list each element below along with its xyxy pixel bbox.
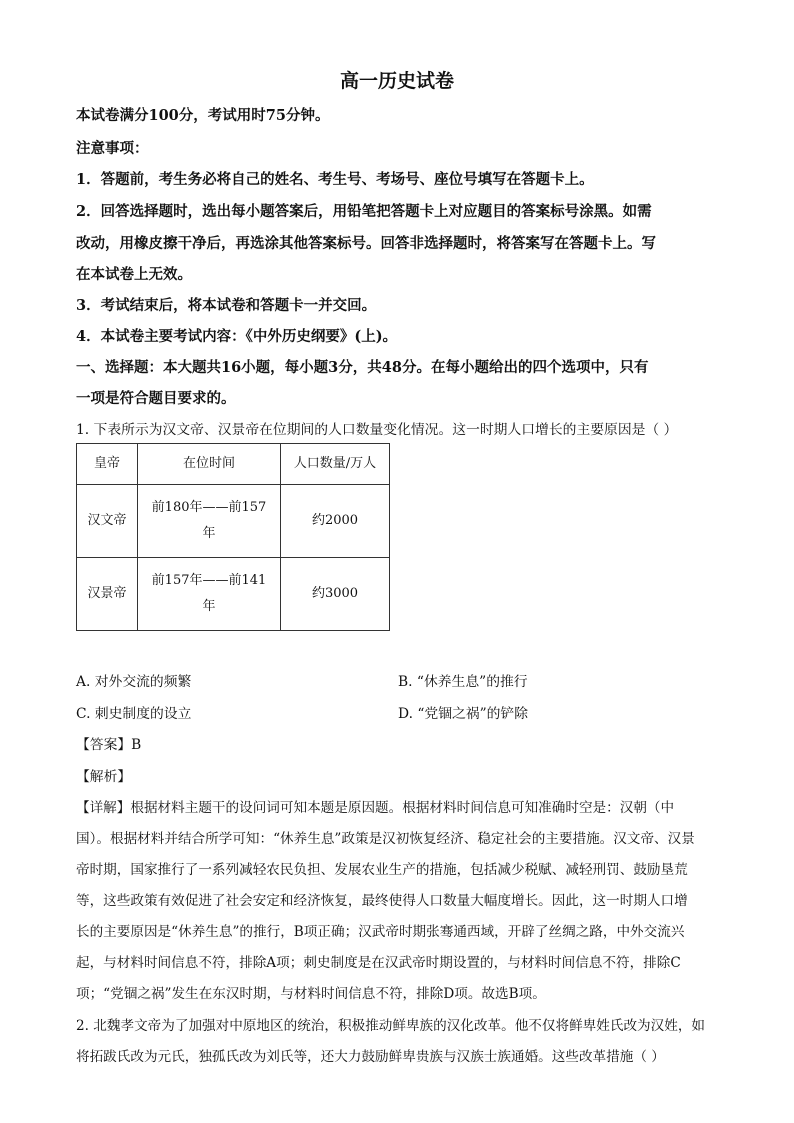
question-1-stem: 1. 下表所示为汉文帝、汉景帝在位期间的人口数量变化情况。这一时期人口增长的主要原因是（ ） — [76, 422, 678, 438]
analysis-line: 长的主要原因是“休养生息”的推行，B项正确；汉武帝时期张骞通西域，开辟了丝绸之路，中外交流兴 — [76, 924, 685, 940]
section-heading: 一项是符合题目要求的。 — [76, 390, 236, 407]
analysis-line: 国）。根据材料并结合所学可知：“休养生息”政策是汉初恢复经济、稳定社会的主要措施。汉文帝、汉景 — [76, 831, 695, 847]
page-title: 高一历史试卷 — [339, 70, 454, 92]
notice-line: 4．本试卷主要考试内容：《中外历史纲要》(上)。 — [76, 328, 398, 345]
table-row — [77, 558, 390, 631]
emperor-cell: 汉文帝 — [77, 485, 138, 558]
notice-heading: 注意事项： — [76, 140, 149, 157]
reign-line: 年 — [202, 526, 216, 541]
option-c: C. 刺史制度的设立 — [76, 706, 192, 722]
analysis-label: 【解析】 — [76, 769, 132, 785]
option-a: A. 对外交流的频繁 — [76, 674, 192, 690]
question-2-stem: 将拓跋氏改为元氏，独孤氏改为刘氏等，还大力鼓励鲜卑贵族与汉族士族通婚。这些改革措施（ ） — [76, 1049, 665, 1065]
table-row — [77, 485, 390, 558]
section-heading: 一、选择题：本大题共16小题，每小题3分，共48分。在每小题给出的四个选项中，只有 — [76, 359, 649, 376]
notice-line: 在本试卷上无效。 — [76, 266, 192, 283]
option-b: B. “休养生息”的推行 — [398, 674, 528, 690]
population-cell: 约2000 — [281, 485, 390, 558]
table-header-cell: 人口数量/万人 — [281, 444, 390, 485]
notice-line: 1．答题前，考生务必将自己的姓名、考生号、考场号、座位号填写在答题卡上。 — [76, 171, 594, 188]
reign-line: 年 — [202, 599, 216, 614]
analysis-line: 起，与材料时间信息不符，排除A项；刺史制度是在汉武帝时期设置的，与材料时间信息不符，排除C — [76, 955, 681, 971]
analysis-line: 等，这些政策有效促进了社会安定和经济恢复，最终使得人口数量大幅度增长。因此，这一时期人口增 — [76, 893, 688, 909]
answer-label: 【答案】B — [76, 737, 142, 753]
table-header-cell: 皇帝 — [77, 444, 138, 485]
analysis-line: 【详解】根据材料主题干的设问词可知本题是原因题。根据材料时间信息可知准确时空是：汉朝（中 — [76, 800, 675, 816]
reign-line: 前157年——前141 — [151, 573, 267, 588]
reign-line: 前180年——前157 — [151, 500, 267, 515]
header-info: 本试卷满分100分，考试用时75分钟。 — [76, 107, 330, 124]
analysis-line: 项；“党锢之祸”发生在东汉时期，与材料时间信息不符，排除D项。故选B项。 — [76, 986, 546, 1002]
option-d: D. “党锢之祸”的铲除 — [398, 706, 529, 722]
notice-line: 2．回答选择题时，选出每小题答案后，用铅笔把答题卡上对应题目的答案标号涂黑。如需 — [76, 203, 652, 220]
question-2-stem: 2. 北魏孝文帝为了加强对中原地区的统治，积极推动鲜卑族的汉化改革。他不仅将鲜卑姓氏改为汉姓，如 — [76, 1018, 706, 1034]
analysis-line: 帝时期，国家推行了一系列减轻农民负担、发展农业生产的措施，包括减少税赋、减轻刑罚、鼓励垦荒 — [76, 862, 688, 878]
notice-line: 改动，用橡皮擦干净后，再选涂其他答案标号。回答非选择题时，将答案写在答题卡上。写 — [76, 235, 656, 252]
reign-cell — [138, 558, 281, 631]
population-table — [76, 443, 390, 631]
table-header-row — [77, 444, 390, 485]
emperor-cell: 汉景帝 — [77, 558, 138, 631]
table-header-cell: 在位时间 — [138, 444, 281, 485]
notice-line: 3．考试结束后，将本试卷和答题卡一并交回。 — [76, 297, 377, 314]
population-cell: 约3000 — [281, 558, 390, 631]
reign-cell — [138, 485, 281, 558]
